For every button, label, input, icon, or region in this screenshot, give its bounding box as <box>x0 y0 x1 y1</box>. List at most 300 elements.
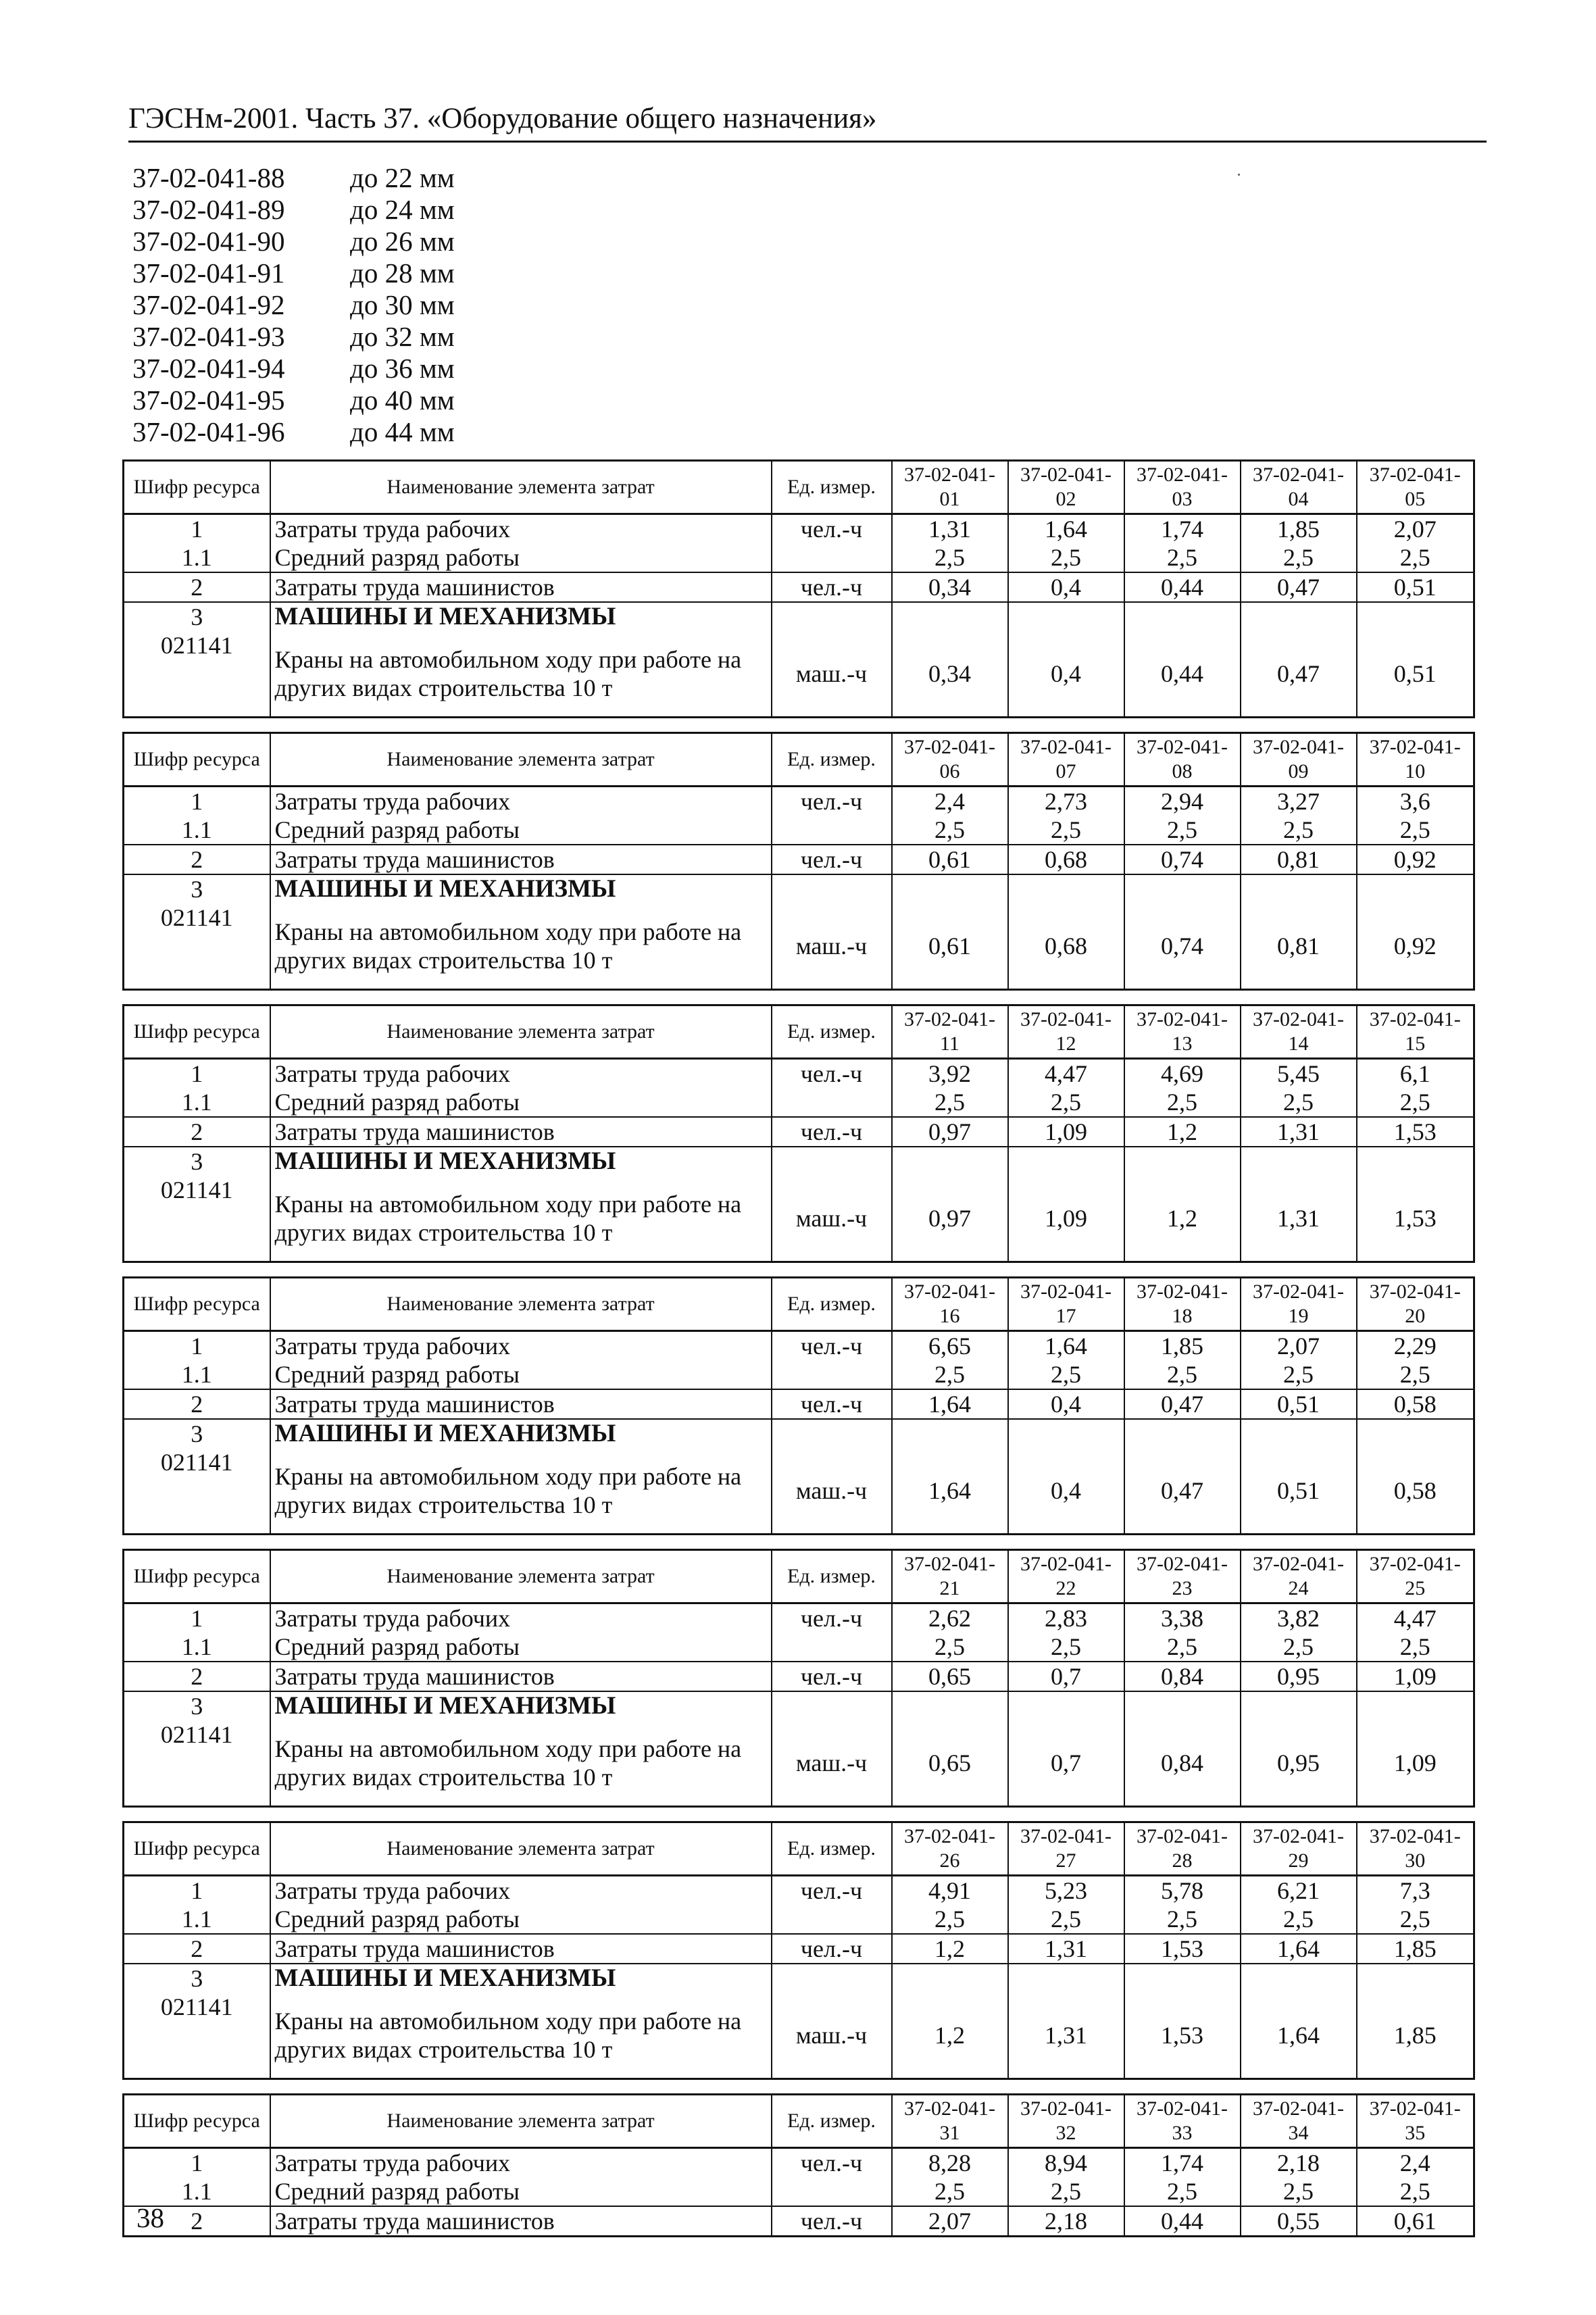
resource-code: 2 <box>124 2206 270 2237</box>
cost-element-name: Затраты труда рабочих <box>270 2148 772 2178</box>
norm-value: 2,5 <box>1008 1633 1124 1662</box>
norm-value <box>1124 602 1241 631</box>
norm-value: 2,07 <box>892 2206 1008 2237</box>
norm-value <box>1241 1691 1357 1720</box>
intro-list <box>132 162 455 448</box>
unit <box>772 1633 892 1662</box>
intro-desc: до 22 мм <box>350 162 455 193</box>
norm-value: 1,53 <box>1357 1117 1474 1147</box>
norm-value <box>1008 1964 1124 1993</box>
cost-element-name: МАШИНЫ И МЕХАНИЗМЫ <box>270 1147 772 1176</box>
norm-value <box>1357 1419 1474 1448</box>
norm-value: 7,3 <box>1399 1877 1430 1904</box>
norm-value: 0,51 <box>1393 660 1437 687</box>
norm-value: 3,38 <box>1124 1603 1241 1633</box>
page-number: 38 <box>136 2202 164 2233</box>
norm-value: 0,47 <box>1124 1448 1241 1535</box>
row-grade <box>124 1088 1474 1117</box>
header-name: Наименование элемента затрат <box>270 461 772 514</box>
row-machines-heading <box>124 1964 1474 1993</box>
norm-value: 0,68 <box>1008 903 1124 990</box>
norm-value: 1,09 <box>1008 1176 1124 1262</box>
norm-value: 1,31 <box>892 514 1008 544</box>
norm-value: 2,5 <box>1008 1088 1124 1117</box>
resource-code: 3 <box>124 1964 270 1993</box>
norm-value: 4,69 <box>1124 1059 1241 1089</box>
intro-desc: до 28 мм <box>350 257 455 289</box>
resource-code: 021141 <box>124 903 270 990</box>
norm-value: 2,5 <box>892 2177 1008 2206</box>
header-code: Шифр ресурса <box>124 1278 270 1331</box>
norm-value <box>1241 602 1357 631</box>
norm-value: 1,64 <box>892 1389 1008 1419</box>
norm-value: 0,92 <box>1393 932 1437 960</box>
resource-code: 1 <box>124 1603 270 1633</box>
norm-value <box>1008 1419 1124 1448</box>
norm-value <box>1241 1419 1357 1448</box>
row-crane <box>124 1448 1474 1535</box>
norm-value: 0,74 <box>1124 903 1241 990</box>
table-header-row <box>124 733 1474 787</box>
resource-code: 1 <box>124 787 270 816</box>
unit: маш.-ч <box>772 1176 892 1262</box>
unit: чел.-ч <box>772 1117 892 1147</box>
norm-value: 4,47 <box>1008 1059 1124 1089</box>
norm-value: 1,85 <box>1241 514 1357 544</box>
cost-element-name: Затраты труда рабочих <box>270 1059 772 1089</box>
row-workers <box>124 1331 1474 1361</box>
header-code: Шифр ресурса <box>124 1005 270 1059</box>
cost-element-name: Средний разряд работы <box>270 1633 772 1662</box>
resource-code: 1 <box>124 2148 270 2178</box>
header-norm-code: 37-02-041-15 <box>1357 1005 1474 1059</box>
resource-code: 1.1 <box>124 543 270 572</box>
norm-value: 0,4 <box>1008 1448 1124 1535</box>
norm-value: 0,51 <box>1357 572 1474 602</box>
unit: чел.-ч <box>772 572 892 602</box>
norm-value: 0,4 <box>1008 631 1124 718</box>
norm-value: 0,97 <box>892 1117 1008 1147</box>
cost-element-name: МАШИНЫ И МЕХАНИЗМЫ <box>270 602 772 631</box>
norm-value: 8,28 <box>892 2148 1008 2178</box>
resource-code: 3 <box>124 874 270 903</box>
header-norm-code: 37-02-041-01 <box>892 461 1008 514</box>
norm-value: 2,5 <box>1241 543 1357 572</box>
norm-value <box>1241 874 1357 903</box>
norm-value <box>1008 874 1124 903</box>
norm-value: 5,78 <box>1124 1876 1241 1906</box>
intro-row <box>132 321 455 353</box>
unit: чел.-ч <box>772 514 892 544</box>
header-name: Наименование элемента затрат <box>270 1278 772 1331</box>
unit: чел.-ч <box>772 1934 892 1964</box>
header-unit: Ед. измер. <box>772 1278 892 1331</box>
cost-element-name: Средний разряд работы <box>270 1360 772 1389</box>
cost-element-name: Затраты труда рабочих <box>270 1331 772 1361</box>
norm-value: 3,82 <box>1241 1603 1357 1633</box>
norm-value: 2,5 <box>1124 1360 1241 1389</box>
norm-value: 2,07 <box>1241 1331 1357 1361</box>
norm-value <box>1357 1964 1474 1993</box>
row-operators <box>124 1934 1474 1964</box>
header-code: Шифр ресурса <box>124 461 270 514</box>
intro-desc: до 40 мм <box>350 384 455 416</box>
header-norm-code: 37-02-041-17 <box>1008 1278 1124 1331</box>
norm-value: 2,5 <box>1008 1905 1124 1934</box>
header-norm-code: 37-02-041-25 <box>1357 1550 1474 1603</box>
norm-value <box>1124 1419 1241 1448</box>
unit <box>772 543 892 572</box>
resource-code: 2 <box>124 1117 270 1147</box>
unit <box>772 1360 892 1389</box>
header-norm-code: 37-02-041-33 <box>1124 2095 1241 2148</box>
cost-element-name: Затраты труда рабочих <box>270 1603 772 1633</box>
header-unit: Ед. измер. <box>772 1822 892 1876</box>
norm-value: 5,45 <box>1241 1059 1357 1089</box>
intro-row <box>132 162 455 194</box>
header-name: Наименование элемента затрат <box>270 1822 772 1876</box>
row-operators <box>124 845 1474 874</box>
norm-value: 2,5 <box>1357 1633 1474 1662</box>
norm-value: 0,61 <box>1357 2206 1474 2237</box>
norm-value: 2,4 <box>892 787 1008 816</box>
intro-desc: до 36 мм <box>350 353 455 384</box>
norm-value: 3,27 <box>1241 787 1357 816</box>
unit <box>772 602 892 631</box>
intro-desc: до 26 мм <box>350 226 455 257</box>
norm-value: 2,5 <box>1241 2177 1357 2206</box>
page-header: ГЭСНм-2001. Часть 37. «Оборудование общего назначения» <box>128 101 1487 143</box>
cost-element-name: Краны на автомобильном ходу при работе на других видах строительства 10 т <box>270 631 772 718</box>
norm-table <box>122 1004 1475 1263</box>
norm-value: 1,64 <box>892 1448 1008 1535</box>
header-norm-code: 37-02-041-21 <box>892 1550 1008 1603</box>
resource-code: 2 <box>124 845 270 874</box>
resource-code: 1.1 <box>124 1633 270 1662</box>
norm-value: 2,18 <box>1241 2148 1357 2178</box>
resource-code: 3 <box>124 602 270 631</box>
header-code: Шифр ресурса <box>124 2095 270 2148</box>
resource-code: 021141 <box>124 1176 270 1262</box>
row-grade <box>124 1633 1474 1662</box>
norm-value: 0,95 <box>1241 1662 1357 1691</box>
norm-value: 2,5 <box>1124 1088 1241 1117</box>
norm-value: 0,74 <box>1124 845 1241 874</box>
norm-value: 0,47 <box>1124 1389 1241 1419</box>
unit <box>772 1964 892 1993</box>
norm-value: 1,31 <box>1241 1176 1357 1262</box>
header-norm-code: 37-02-041-06 <box>892 733 1008 787</box>
norm-value <box>1241 1964 1357 1993</box>
resource-code: 021141 <box>124 1448 270 1535</box>
norm-value: 1,74 <box>1124 2148 1241 2178</box>
table-header-row <box>124 2095 1474 2148</box>
cost-element-name: Затраты труда машинистов <box>270 2206 772 2237</box>
norm-value: 2,5 <box>1241 1633 1357 1662</box>
header-norm-code: 37-02-041-08 <box>1124 733 1241 787</box>
norm-table <box>122 1549 1475 1808</box>
header-norm-code: 37-02-041-04 <box>1241 461 1357 514</box>
norm-value: 0,84 <box>1124 1662 1241 1691</box>
norm-value <box>1124 1691 1241 1720</box>
header-norm-code: 37-02-041-09 <box>1241 733 1357 787</box>
resource-code: 1 <box>124 1876 270 1906</box>
norm-value: 2,5 <box>892 1088 1008 1117</box>
norm-value: 0,34 <box>892 631 1008 718</box>
norm-value: 2,07 <box>1393 516 1437 543</box>
row-workers <box>124 1876 1474 1906</box>
norm-value: 2,5 <box>1008 543 1124 572</box>
norm-value: 0,95 <box>1241 1720 1357 1807</box>
resource-code: 1.1 <box>124 2177 270 2206</box>
norm-value: 2,5 <box>1357 543 1474 572</box>
norm-value: 0,61 <box>892 903 1008 990</box>
resource-code: 021141 <box>124 1993 270 2079</box>
norm-value: 0,7 <box>1008 1720 1124 1807</box>
norm-value: 2,5 <box>1124 1905 1241 1934</box>
header-norm-code: 37-02-041-18 <box>1124 1278 1241 1331</box>
norm-value <box>1241 1147 1357 1176</box>
scan-speck <box>1238 174 1240 176</box>
norm-value: 1,2 <box>892 1934 1008 1964</box>
header-norm-code: 37-02-041-11 <box>892 1005 1008 1059</box>
intro-code: 37-02-041-90 <box>132 226 285 257</box>
norm-value: 0,55 <box>1241 2206 1357 2237</box>
norm-value: 2,5 <box>1241 1088 1357 1117</box>
header-norm-code: 37-02-041-34 <box>1241 2095 1357 2148</box>
norm-value <box>1357 602 1474 631</box>
norm-value: 1,64 <box>1241 1934 1357 1964</box>
cost-element-name: МАШИНЫ И МЕХАНИЗМЫ <box>270 874 772 903</box>
norm-value: 0,47 <box>1241 631 1357 718</box>
norm-value: 1,2 <box>1124 1176 1241 1262</box>
norm-value: 0,97 <box>892 1176 1008 1262</box>
norm-value: 2,5 <box>1357 816 1474 845</box>
unit: чел.-ч <box>772 2148 892 2178</box>
row-workers <box>124 514 1474 544</box>
row-workers <box>124 1059 1474 1089</box>
resource-code: 3 <box>124 1419 270 1448</box>
header-name: Наименование элемента затрат <box>270 733 772 787</box>
norm-value: 2,73 <box>1008 787 1124 816</box>
header-norm-code: 37-02-041-07 <box>1008 733 1124 787</box>
norm-value: 0,68 <box>1008 845 1124 874</box>
norm-value: 2,5 <box>1124 543 1241 572</box>
intro-row <box>132 416 455 448</box>
norm-value: 2,5 <box>1008 816 1124 845</box>
header-name: Наименование элемента затрат <box>270 1005 772 1059</box>
row-operators <box>124 2206 1474 2237</box>
norm-value: 4,47 <box>1393 1605 1437 1632</box>
norm-value: 0,81 <box>1241 903 1357 990</box>
norm-value: 2,18 <box>1008 2206 1124 2237</box>
unit <box>772 1419 892 1448</box>
row-crane <box>124 631 1474 718</box>
intro-row <box>132 353 455 384</box>
norm-value: 1,64 <box>1008 514 1124 544</box>
norm-value: 2,5 <box>1124 1633 1241 1662</box>
cost-element-name: Краны на автомобильном ходу при работе на других видах строительства 10 т <box>270 1720 772 1807</box>
intro-code: 37-02-041-96 <box>132 416 285 447</box>
row-machines-heading <box>124 1147 1474 1176</box>
cost-element-name: Средний разряд работы <box>270 1905 772 1934</box>
norm-value: 2,5 <box>1124 2177 1241 2206</box>
intro-desc: до 44 мм <box>350 416 455 447</box>
unit: чел.-ч <box>772 1876 892 1906</box>
cost-element-name: Затраты труда машинистов <box>270 1389 772 1419</box>
norm-value: 2,5 <box>1124 816 1241 845</box>
norm-value: 1,53 <box>1124 1993 1241 2079</box>
cost-element-name: Краны на автомобильном ходу при работе на других видах строительства 10 т <box>270 903 772 990</box>
intro-row <box>132 384 455 416</box>
norm-value: 5,23 <box>1008 1876 1124 1906</box>
resource-code: 021141 <box>124 631 270 718</box>
norm-value: 2,5 <box>1357 1360 1474 1389</box>
norm-value: 1,53 <box>1124 1934 1241 1964</box>
resource-code: 1.1 <box>124 1360 270 1389</box>
norm-value: 2,5 <box>1357 1088 1474 1117</box>
intro-row <box>132 226 455 257</box>
norm-value: 2,83 <box>1008 1603 1124 1633</box>
unit <box>772 816 892 845</box>
resource-code: 1.1 <box>124 1905 270 1934</box>
cost-element-name: Затраты труда рабочих <box>270 787 772 816</box>
resource-code: 1 <box>124 514 270 544</box>
norm-value <box>1357 1691 1474 1720</box>
intro-row <box>132 194 455 226</box>
resource-code: 1.1 <box>124 1088 270 1117</box>
unit: чел.-ч <box>772 845 892 874</box>
row-operators <box>124 1117 1474 1147</box>
unit: чел.-ч <box>772 787 892 816</box>
intro-code: 37-02-041-94 <box>132 353 285 384</box>
row-machines-heading <box>124 1691 1474 1720</box>
unit: маш.-ч <box>772 631 892 718</box>
norm-value: 2,5 <box>1357 2177 1474 2206</box>
header-norm-code: 37-02-041-03 <box>1124 461 1241 514</box>
unit: маш.-ч <box>772 1448 892 1535</box>
norm-value <box>892 874 1008 903</box>
header-norm-code: 37-02-041-22 <box>1008 1550 1124 1603</box>
intro-code: 37-02-041-88 <box>132 162 285 193</box>
header-norm-code: 37-02-041-05 <box>1357 461 1474 514</box>
norm-value: 0,51 <box>1241 1448 1357 1535</box>
norm-value: 0,92 <box>1357 845 1474 874</box>
row-workers <box>124 787 1474 816</box>
norm-value <box>892 602 1008 631</box>
header-norm-code: 37-02-041-28 <box>1124 1822 1241 1876</box>
cost-element-name: Средний разряд работы <box>270 1088 772 1117</box>
header-code: Шифр ресурса <box>124 1550 270 1603</box>
unit <box>772 1147 892 1176</box>
header-unit: Ед. измер. <box>772 2095 892 2148</box>
norm-value <box>1008 1147 1124 1176</box>
norm-value: 2,62 <box>892 1603 1008 1633</box>
norm-table <box>122 1276 1475 1535</box>
header-norm-code: 37-02-041-29 <box>1241 1822 1357 1876</box>
norm-value <box>1008 1691 1124 1720</box>
norm-value: 0,4 <box>1008 1389 1124 1419</box>
norm-value: 0,65 <box>892 1720 1008 1807</box>
header-unit: Ед. измер. <box>772 733 892 787</box>
norm-value: 2,29 <box>1393 1333 1437 1360</box>
norm-value: 0,7 <box>1008 1662 1124 1691</box>
norm-value: 4,91 <box>892 1876 1008 1906</box>
norm-value: 6,1 <box>1399 1060 1430 1087</box>
resource-code: 3 <box>124 1691 270 1720</box>
header-norm-code: 37-02-041-12 <box>1008 1005 1124 1059</box>
cost-element-name: Краны на автомобильном ходу при работе на других видах строительства 10 т <box>270 1448 772 1535</box>
norm-value <box>892 1419 1008 1448</box>
header-norm-code: 37-02-041-24 <box>1241 1550 1357 1603</box>
norm-value: 0,44 <box>1124 631 1241 718</box>
norm-value: 6,21 <box>1241 1876 1357 1906</box>
intro-row <box>132 257 455 289</box>
norm-value: 2,5 <box>1008 1360 1124 1389</box>
cost-element-name: МАШИНЫ И МЕХАНИЗМЫ <box>270 1691 772 1720</box>
header-norm-code: 37-02-041-20 <box>1357 1278 1474 1331</box>
norm-value: 0,65 <box>892 1662 1008 1691</box>
row-operators <box>124 572 1474 602</box>
resource-code: 2 <box>124 1662 270 1691</box>
unit <box>772 1905 892 1934</box>
norm-value <box>1124 1964 1241 1993</box>
intro-code: 37-02-041-95 <box>132 384 285 416</box>
norm-value: 0,4 <box>1008 572 1124 602</box>
row-operators <box>124 1389 1474 1419</box>
row-grade <box>124 543 1474 572</box>
intro-desc: до 32 мм <box>350 321 455 352</box>
norm-value: 1,53 <box>1393 1205 1437 1232</box>
intro-desc: до 30 мм <box>350 289 455 320</box>
header-code: Шифр ресурса <box>124 1822 270 1876</box>
norm-value: 2,5 <box>1241 1905 1357 1934</box>
norm-value: 1,31 <box>1241 1117 1357 1147</box>
cost-element-name: Средний разряд работы <box>270 2177 772 2206</box>
cost-element-name: Затраты труда рабочих <box>270 514 772 544</box>
norm-value: 2,5 <box>1241 1360 1357 1389</box>
resource-code: 1.1 <box>124 816 270 845</box>
row-crane <box>124 1176 1474 1262</box>
norm-value: 1,31 <box>1008 1934 1124 1964</box>
norm-value: 3,6 <box>1399 788 1430 815</box>
unit: маш.-ч <box>772 1720 892 1807</box>
cost-element-name: Краны на автомобильном ходу при работе на других видах строительства 10 т <box>270 1176 772 1262</box>
cost-element-name: Затраты труда машинистов <box>270 1662 772 1691</box>
norm-value: 0,58 <box>1393 1477 1437 1504</box>
norm-value: 2,5 <box>892 1905 1008 1934</box>
row-grade <box>124 816 1474 845</box>
intro-code: 37-02-041-89 <box>132 194 285 225</box>
norm-value: 1,31 <box>1008 1993 1124 2079</box>
norm-value: 1,09 <box>1008 1117 1124 1147</box>
resource-code: 1 <box>124 1059 270 1089</box>
cost-element-name: Средний разряд работы <box>270 543 772 572</box>
cost-element-name: МАШИНЫ И МЕХАНИЗМЫ <box>270 1419 772 1448</box>
unit: маш.-ч <box>772 1993 892 2079</box>
cost-element-name: Затраты труда машинистов <box>270 572 772 602</box>
norm-value <box>1124 1147 1241 1176</box>
norm-value: 1,85 <box>1393 2022 1437 2049</box>
norm-value: 1,2 <box>892 1993 1008 2079</box>
cost-element-name: Затраты труда рабочих <box>270 1876 772 1906</box>
norm-value: 1,64 <box>1008 1331 1124 1361</box>
header-norm-code: 37-02-041-19 <box>1241 1278 1357 1331</box>
cost-element-name: Затраты труда машинистов <box>270 845 772 874</box>
norm-value: 0,44 <box>1124 2206 1241 2237</box>
header-norm-code: 37-02-041-26 <box>892 1822 1008 1876</box>
row-workers <box>124 2148 1474 2178</box>
